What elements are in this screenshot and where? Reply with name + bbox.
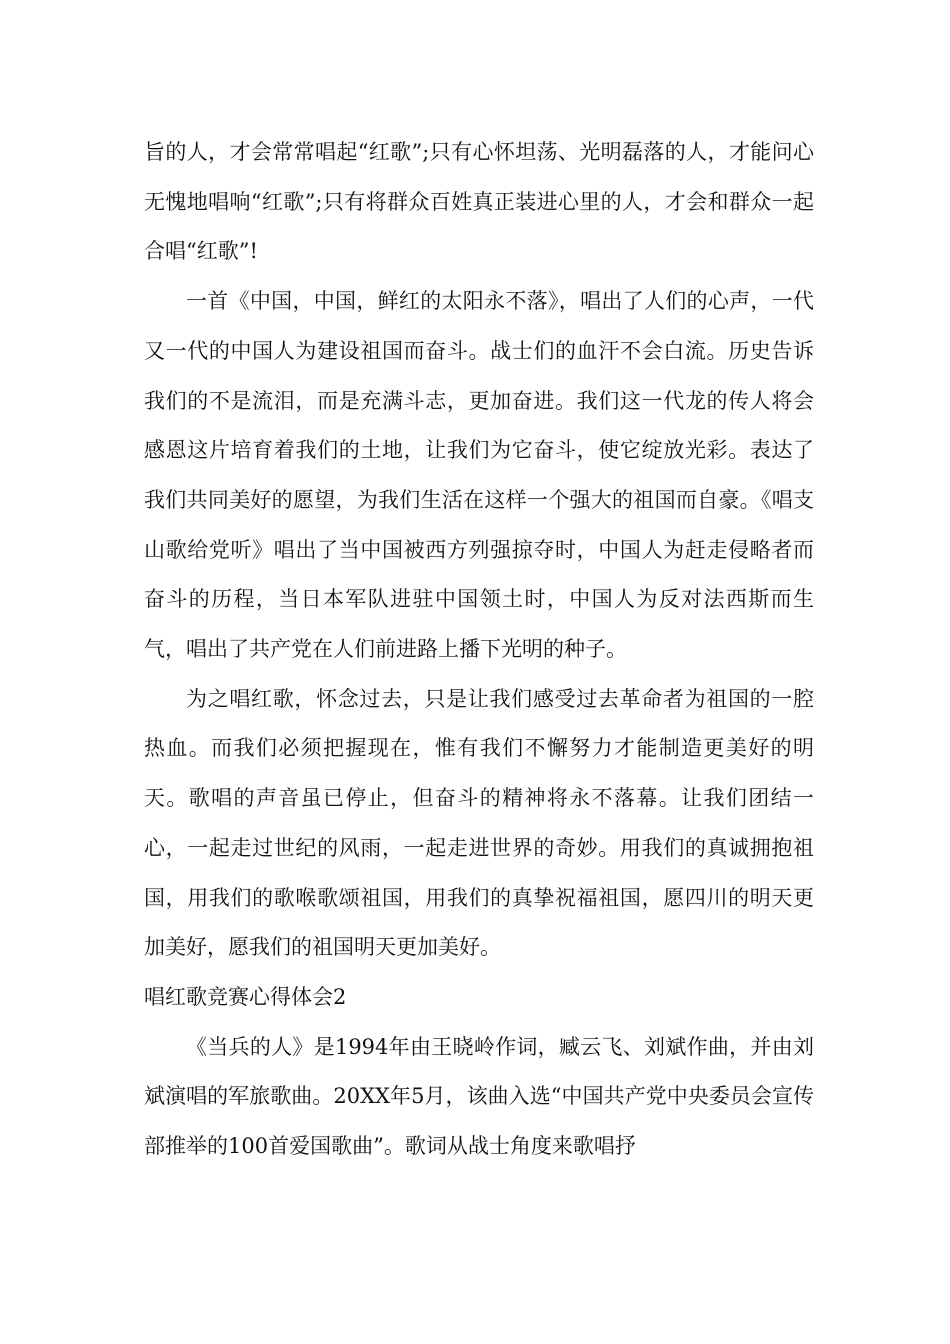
paragraph-3: 为之唱红歌，怀念过去，只是让我们感受过去革命者为祖国的一腔热血。而我们必须把握现在，惟有我们不懈努力才能制造更美好的明天。歌唱的声音虽已停止，但奋斗的精神将永不落幕。让我们团结一心，一起走过世纪的风雨，一起走进世界的奇妙。用我们的真诚拥抱祖国，用我们的歌喉歌颂祖国，用我们的真挚祝福祖国，愿四川的明天更加美好，愿我们的祖国明天更加美好。 bbox=[144, 686, 814, 960]
document-page bbox=[144, 128, 814, 1172]
paragraph-1: 旨的人，才会常常唱起“红歌”;只有心怀坦荡、光明磊落的人，才能问心无愧地唱响“红歌”;只有将群众百姓真正装进心里的人，才会和群众一起合唱“红歌”! bbox=[144, 140, 814, 264]
paragraph-2: 一首《中国，中国，鲜红的太阳永不落》，唱出了人们的心声，一代又一代的中国人为建设祖国而奋斗。战士们的血汗不会白流。历史告诉我们的不是流泪，而是充满斗志，更加奋进。我们这一代龙的传人将会感恩这片培育着我们的土地，让我们为它奋斗，使它绽放光彩。表达了我们共同美好的愿望，为我们生活在这样一个强大的祖国而自豪。《唱支山歌给党听》唱出了当中国被西方列强掠夺时，中国人为赶走侵略者而奋斗的历程，当日本军队进驻中国领土时，中国人为反对法西斯而生气，唱出了共产党在人们前进路上播下光明的种子。 bbox=[144, 289, 814, 662]
section-heading: 唱红歌竞赛心得体会2 bbox=[144, 984, 347, 1009]
paragraph-4: 《当兵的人》是1994年由王晓岭作词，臧云飞、刘斌作曲，并由刘斌演唱的军旅歌曲。20XX年5月，该曲入选“中国共产党中央委员会宣传部推举的100首爱国歌曲”。歌词从战士角度来歌唱抒 bbox=[144, 1034, 814, 1159]
